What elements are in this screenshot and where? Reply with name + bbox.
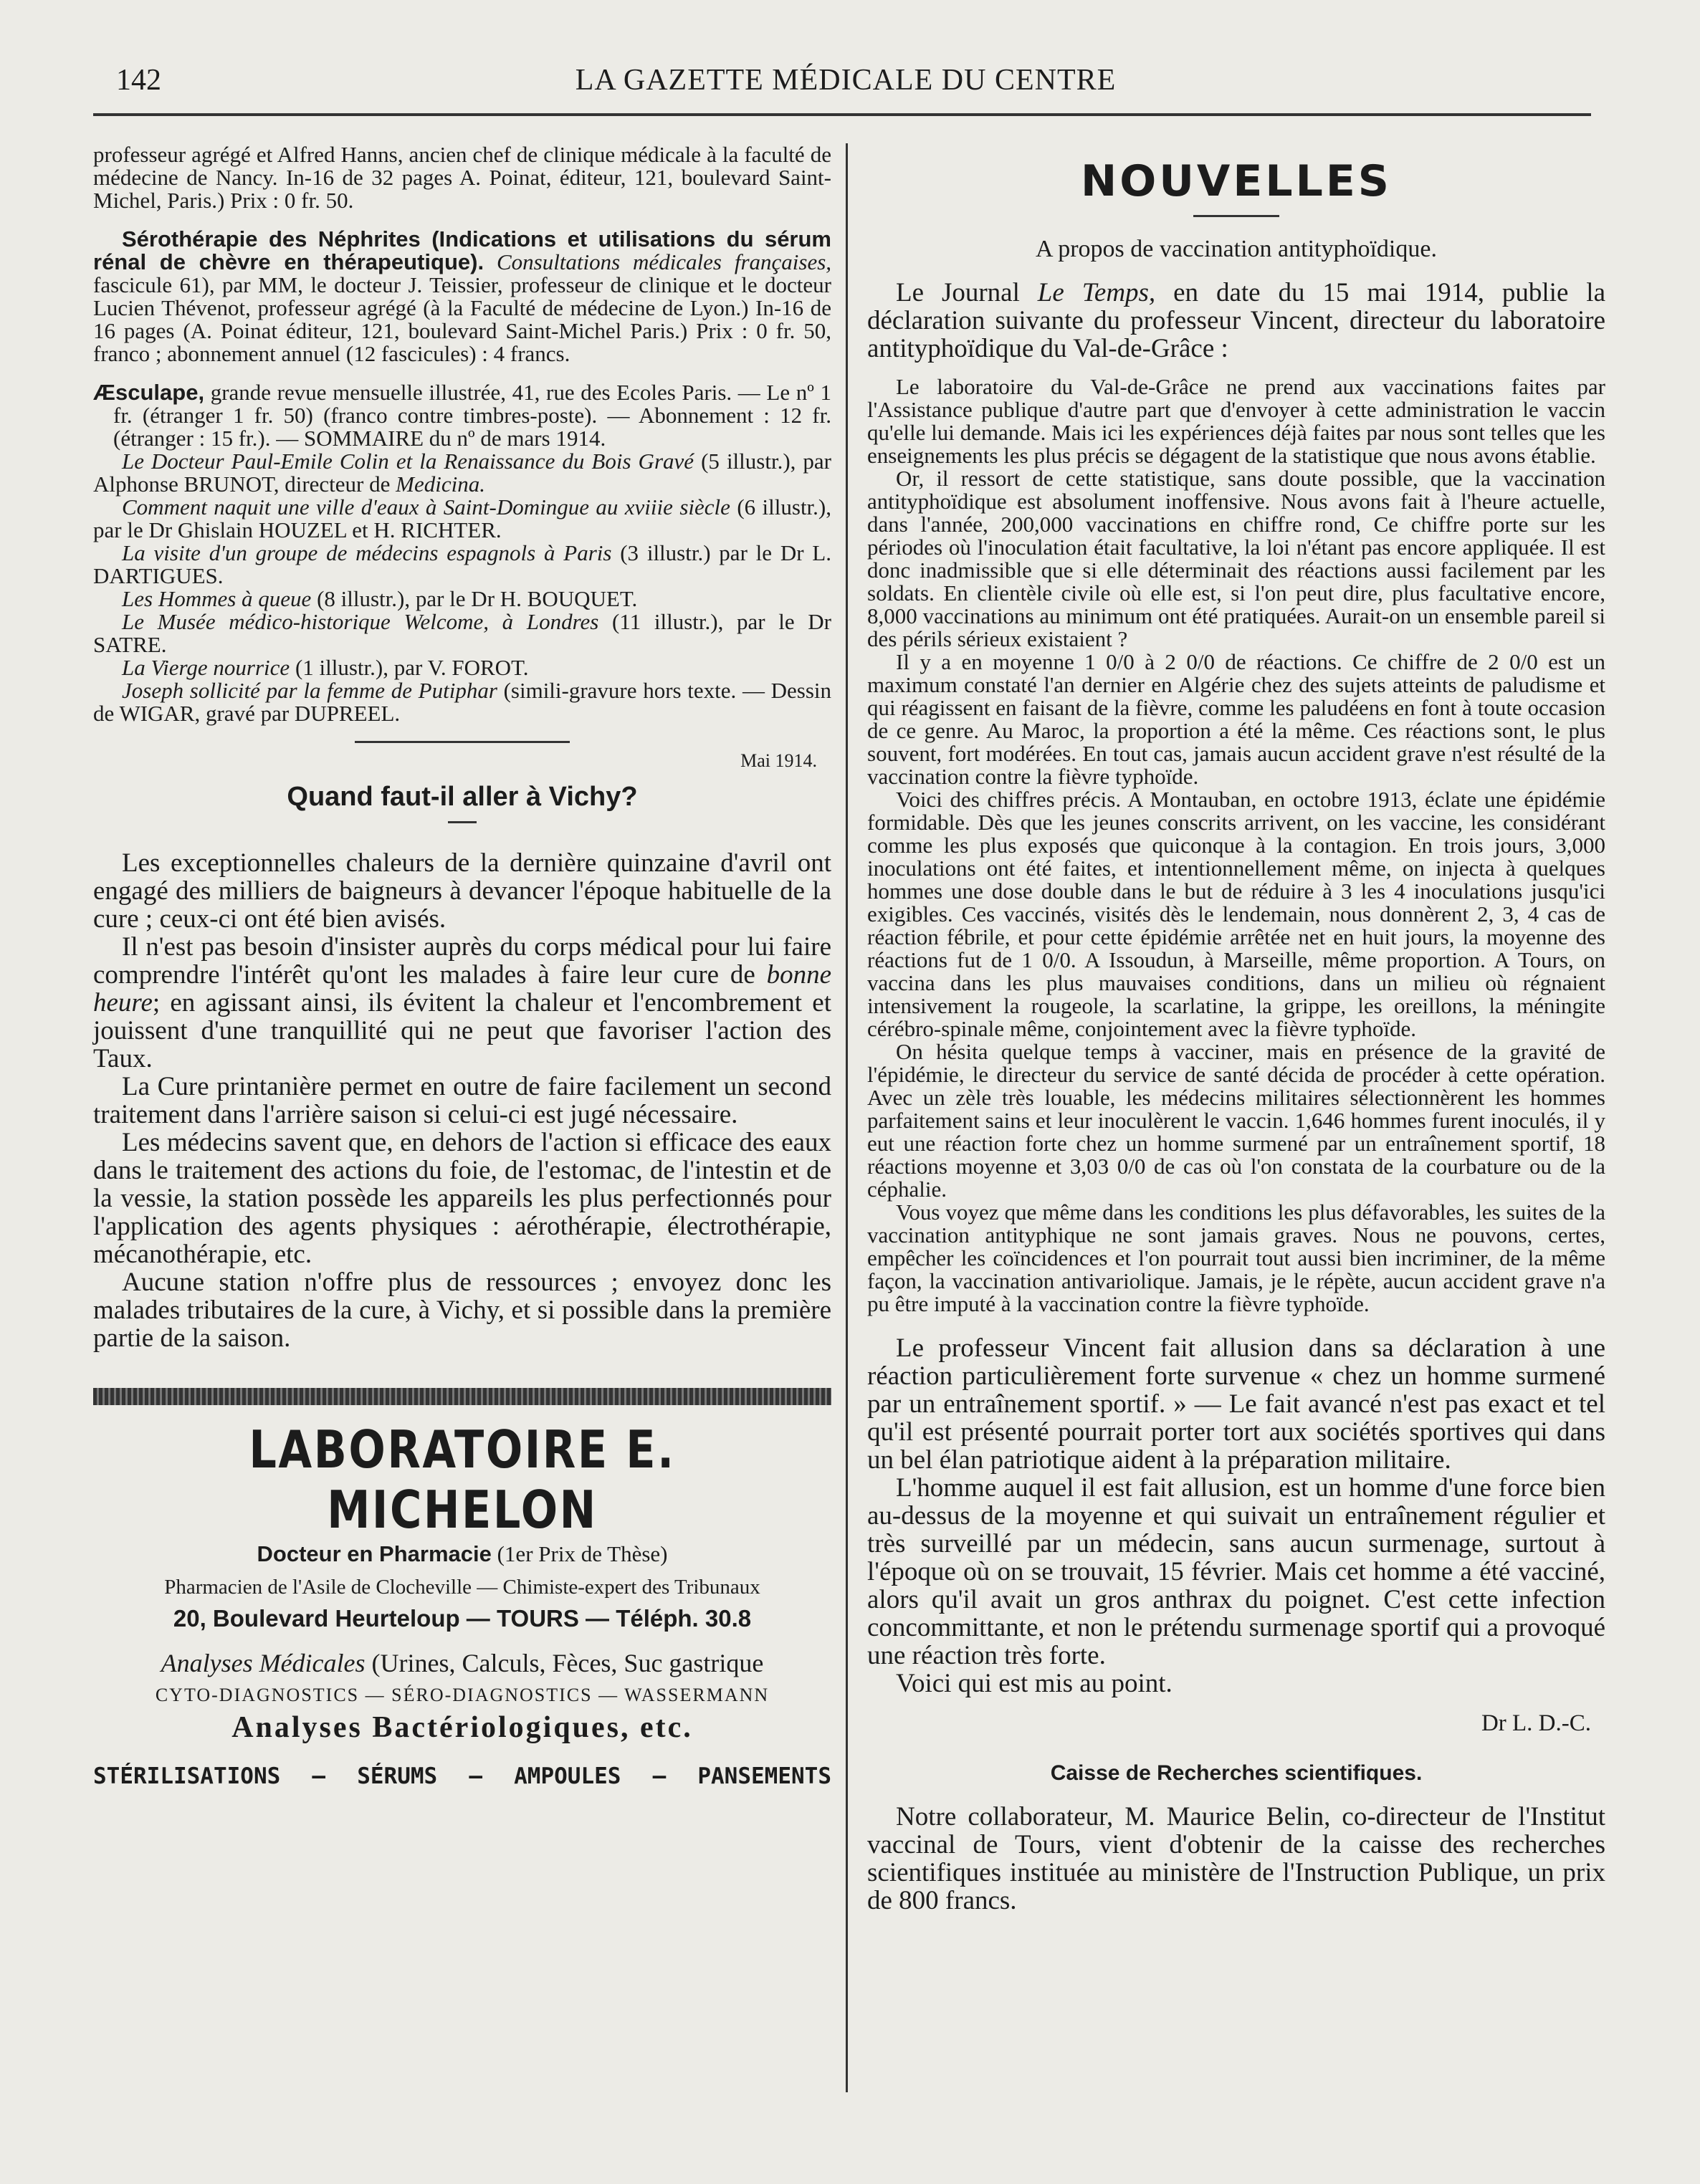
article-paragraph: La Cure printanière permet en outre de faire facilement un second traitement dans l'arrière saison si celui-ci est jugé nécessaire. [93,1072,831,1129]
article-paragraph: Il n'est pas besoin d'insister auprès du corps médical pour lui faire comprendre l'intérêt qu'ont les malades à faire leur cure de bonne heure; en agissant ainsi, ils évitent la chaleur et l'encombrement et jouissent d'une tranquillité qui ne peut que favoriser l'action des Taux. [93,932,832,1073]
page-header [93,57,1598,107]
summary-item: La visite d'un groupe de médecins espagnols à Paris (3 illustr.) par le Dr L. DARTIGUES. [93,540,831,588]
advertisement [93,1388,831,1789]
article-paragraph: Notre collaborateur, M. Maurice Belin, co-directeur de l'Institut vaccinal de Tours, vient d'obtenir de la caisse des recherches scientifiques instituée au ministère de l'Instruction Publique, un prix de 800 francs. [867,1802,1605,1915]
article-title: Quand faut-il aller à Vichy? [287,782,638,812]
running-title: LA GAZETTE MÉDICALE DU CENTRE [575,64,1117,97]
article-title: Caisse de Recherches scientifiques. [1050,1761,1423,1785]
page-number: 142 [116,64,161,97]
ad-title: LABORATOIRE E. MICHELON [249,1419,676,1540]
article-paragraph: Les médecins savent que, en dehors de l'action si efficace des eaux dans le traitement des actions du foie, de l'estomac, de l'intestin et de la vessie, la station possède les appareils les plus perfectionnés pour l'application des agents physiques : aérothérapie, électrothérapie, mécanothérapie, etc. [93,1128,831,1269]
section-title: NOUVELLES [1080,156,1393,206]
quote-paragraph: Or, il ressort de cette statistique, sans doute possible, que la vaccination antityphoïdique est absolument inoffensive. Nous avons fait à l'heure actuelle, dans l'année, 200,000 vaccinations en chiffre rond, Ce chiffre porte sur les périodes où l'inoculation était facultative, la loi n'étant pas encore appliquée. Il est donc inadmissible que si elle déterminait des réactions aussi facilement par les soldats. En clientèle civile où elle est, si l'on peut dire, plus facultative encore, 8,000 vaccinations au minimum ont été pratiquées. Aurait-on un ensemble pareil si des périls sérieux existaient ? [867,466,1605,651]
article-paragraph: Voici qui est mis au point. [896,1669,1173,1698]
quote-paragraph: Le laboratoire du Val-de-Grâce ne prend aux vaccinations faites par l'Assistance publique d'autre part que d'envoyer à cette administration le vaccin qu'elle lui demande. Mais ici les expériences déjà faites par nous sont telles que les enseignements les plus précis se dégagent de la statistique que nous avons établie. [867,374,1605,468]
bibliography-entry: Æsculape, grande revue mensuelle illustrée, 41, rue des Ecoles Paris. — Le nº 1 fr. (étranger 1 fr. 50) (franco contre timbres-poste). — Abonnement : 12 fr. (étranger : 15 fr.). — SOMMAIRE du nº de mars 1914. [93,380,831,451]
article-paragraph: Le Journal Le Temps, en date du 15 mai 1914, publie la déclaration suivante du professeur Vincent, directeur du laboratoire antityphoïdique du Val-de-Grâce : [867,278,1605,363]
column-divider [846,143,848,2092]
bibliography-entry: professeur agrégé et Alfred Hanns, ancien chef de clinique médicale à la faculté de médecine de Nancy. In-16 de 32 pages A. Poinat, éditeur, 121, boulevard Saint-Michel, Paris.) Prix : 0 fr. 50. [93,142,831,213]
ad-footer: STÉRILISATIONS — SÉRUMS — AMPOULES — PANSEMENTS [93,1763,831,1789]
summary-item: Comment naquit une ville d'eaux à Saint-Domingue au xviiie siècle (6 illustr.), par le Dr Ghislain HOUZEL et H. RICHTER. [93,494,831,542]
ad-address: 20, Boulevard Heurteloup — TOURS — Téléph. 30.8 [173,1605,752,1632]
quote-paragraph: Il y a en moyenne 1 0/0 à 2 0/0 de réactions. Ce chiffre de 2 0/0 est un maximum constaté l'an dernier en Algérie chez des sujets atteints de paludisme et qui réagissent en faisant de la fièvre, comme les paludéens en font à toute occasion de ce genre. Au Maroc, la proportion a été la même. Ces réactions sont, le plus souvent, fort modérées. En tout cas, jamais aucun accident grave n'est résulté de la vaccination contre la fièvre typhoïde. [867,649,1605,789]
right-column [867,143,1605,1915]
ad-line: Analyses Médicales (Urines, Calculs, Fèces, Suc gastrique [161,1649,764,1677]
signature: Dr L. D.-C. [1481,1710,1591,1736]
article-paragraph: Les exceptionnelles chaleurs de la dernière quinzaine d'avril ont engagé des milliers de baigneurs à devancer l'époque habituelle de la cure ; ceux-ci ont été bien avisés. [93,848,831,934]
article-title: A propos de vaccination antityphoïdique. [1036,236,1437,262]
article-paragraph: Le professeur Vincent fait allusion dans sa déclaration à une réaction particulièrement forte survenue « chez un homme surmené par un entraînement sportif. » — Le fait avancé n'est pas exact et tel qu'il est présenté pourrait porter tort aux sociétés sportives qui dans un bel élan patriotique aident à la préparation militaire. [867,1333,1605,1475]
ad-line: Pharmacien de l'Asile de Clocheville — Chimiste-expert des Tribunaux [164,1576,760,1599]
summary-item: Les Hommes à queue (8 illustr.), par le Dr H. BOUQUET. [122,586,638,611]
section-rule [355,741,570,743]
summary-item: Le Docteur Paul-Emile Colin et la Renaissance du Bois Gravé (5 illustr.), par Alphonse BRUNOT, directeur de Medicina. [93,449,832,497]
summary-item: Joseph sollicité par la femme de Putiphar (simili-gravure hors texte. — Dessin de WIGAR, gravé par DUPREEL. [93,678,832,726]
article-paragraph: L'homme auquel il est fait allusion, est un homme d'une force bien au-dessus de la moyenne et qui suivait un entraînement régulier et très surveillé par un médecin, sans aucun surmenage, surtout à l'époque où on se trouvait, 15 février. Mais cet homme a été vacciné, alors qu'il avait un gros anthrax du poignet. C'est cette infection concommittante, et non le prétendu surmenage sportif qui a provoqué une réaction très forte. [867,1473,1605,1670]
ad-ornament-bar [93,1388,831,1405]
section-rule [1193,215,1279,217]
article-paragraph: Aucune station n'offre plus de ressources ; envoyez donc les malades tributaires de la cure, à Vichy, et si possible dans la première partie de la saison. [93,1268,831,1353]
summary-item: La Vierge nourrice (1 illustr.), par V. FOROT. [122,655,529,680]
left-column [93,143,831,1789]
bibliography-entry: Sérothérapie des Néphrites (Indications et utilisations du sérum rénal de chèvre en thérapeutique). Consultations médicales françaises, fascicule 61), par MM, le docteur J. Teissier, professeur de clinique et le docteur Lucien Thévenot, professeur agrégé (à la Faculté de médecine de Lyon.) In-16 de 16 pages (A. Poinat éditeur, 121, boulevard Saint-Michel Paris.) Prix : 0 fr. 50, franco ; abonnement annuel (12 fascicules) : 4 francs. [93,226,832,366]
quote-paragraph: Voici des chiffres précis. A Montauban, en octobre 1913, éclate une épidémie formidable. Dès que les jeunes conscrits arrivent, on les vaccine, les considérant comme les plus exposés que quiconque à la contagion. En trois jours, 3,000 inoculations ont été faites, et intentionnellement même, on injecta à quelques hommes une dose double dans le but de réduire à 3 les 4 inoculations jusqu'ici exigibles. Ces vaccinés, visités dès le lendemain, nous donnèrent 2, 3, 4 cas de réaction fébrile, et pour cette épidémie arrêtée net en huit jours, la moyenne des réactions fut de 1 0/0. A Issoudun, à Marseille, même proportion. A Tours, on vaccina dans les plus mauvaises conditions, dans un milieu où régnaient intensivement la rougeole, la scarlatine, la grippe, les oreillons, la méningite cérébro-spinale même, conjointement avec la fièvre typhoïde. [867,787,1605,1041]
ad-line: CYTO-DIAGNOSTICS — SÉRO-DIAGNOSTICS — WASSERMANN [155,1685,770,1705]
ad-line: Analyses Bactériologiques, etc. [231,1711,693,1744]
title-rule [448,821,477,823]
dateline: Mai 1914. [740,750,817,771]
ad-line: Docteur en Pharmacie (1er Prix de Thèse) [257,1541,668,1566]
header-rule [93,113,1591,116]
quote-paragraph: Vous voyez que même dans les conditions les plus défavorables, les suites de la vaccination antityphique ne sont jamais graves. Nous ne pouvons, certes, empêcher les coïncidences et l'on pourrait tout aussi bien incriminer, de la même façon, la vaccination antivariolique. Jamais, je le répète, aucun accident grave n'a pu être imputé à la vaccination contre la fièvre typhoïde. [867,1199,1605,1316]
summary-item: Le Musée médico-historique Welcome, à Londres (11 illustr.), par le Dr SATRE. [93,609,831,657]
quoted-declaration [867,375,1605,1316]
quote-paragraph: On hésita quelque temps à vacciner, mais en présence de la gravité de l'épidémie, le directeur du service de santé décida de procéder à cette opération. Avec un zèle très louable, les médecins militaires sélectionnèrent les hommes parfaitement sains et leur inoculèrent le vaccin. 1,646 hommes furent inoculés, il y eut une réaction forte chez un homme surmené par un entraînement sportif, 18 réactions moyenne et 3,03 0/0 de cas où l'on constata de la courbature ou de la céphalie. [867,1039,1605,1202]
